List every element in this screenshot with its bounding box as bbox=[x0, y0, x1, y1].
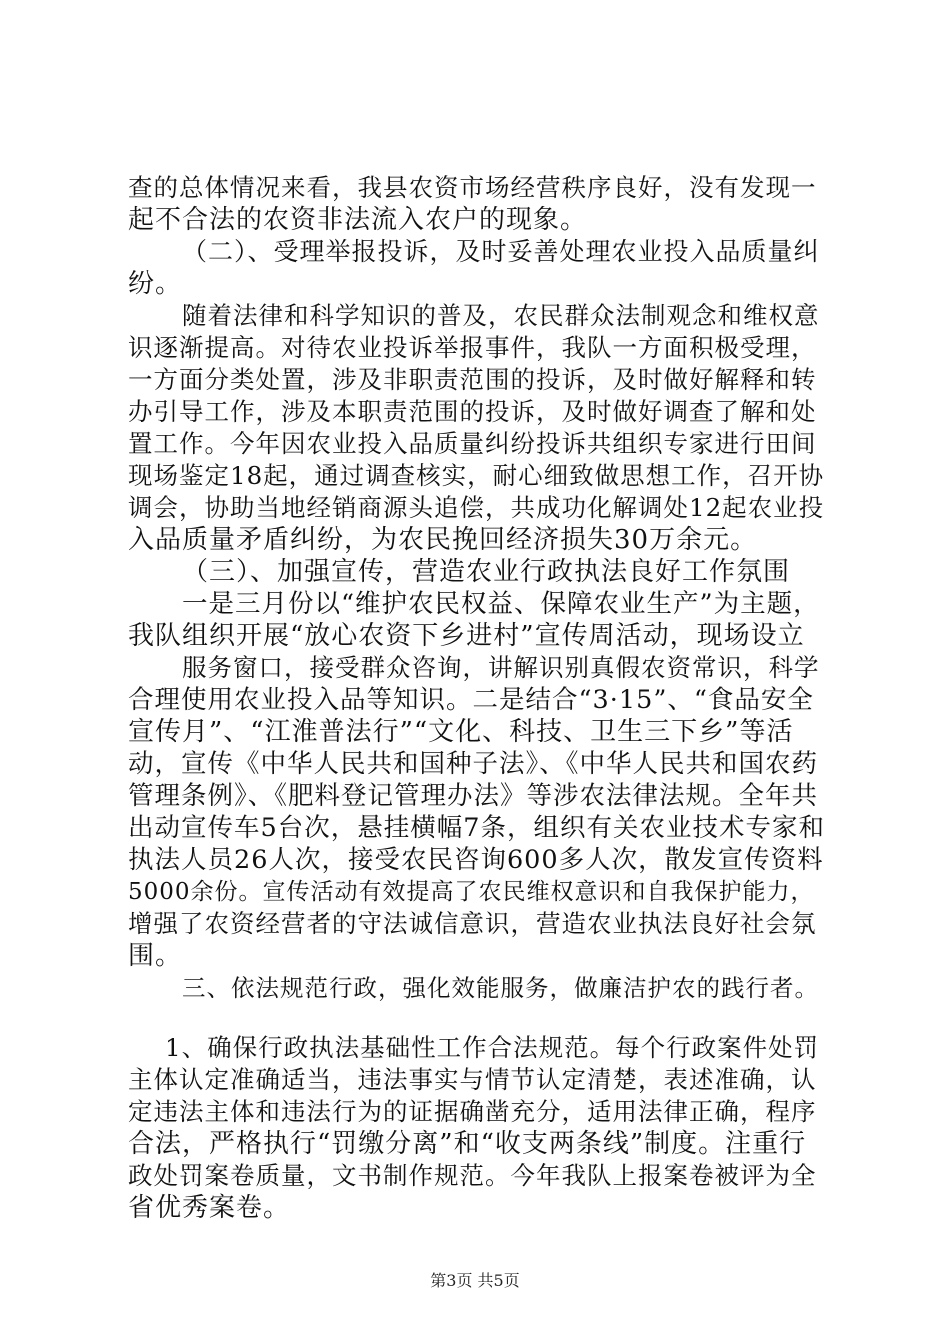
section-heading: 三、依法规范行政，强化效能服务，做廉洁护农的践行者。 bbox=[182, 974, 819, 1002]
text-line: 增强了农资经营者的守法诚信意识，营造农业执法良好社会氛 bbox=[128, 909, 817, 938]
text-line: 入品质量矛盾纠纷，为农民挽回经济损失30万余元。 bbox=[128, 525, 758, 555]
text-line: 合理使用农业投入品等知识。二是结合“3·15”、“食品安全 bbox=[128, 685, 814, 715]
text-line: 5000余份。宣传活动有效提高了农民维权意识和自我保护能力， bbox=[128, 879, 815, 905]
text-line: 识逐渐提高。对待农业投诉举报事件，我队一方面积极受理， bbox=[128, 333, 817, 362]
text-line: 办引导工作，涉及本职责范围的投诉，及时做好调查了解和处 bbox=[128, 397, 817, 426]
text-line: 起不合法的农资非法流入农户的现象。 bbox=[128, 205, 588, 235]
paragraph-start: 一是三月份以“维护农民权益、保障农业生产”为主题， bbox=[182, 589, 820, 619]
text-line: 置工作。今年因农业投入品质量纠纷投诉共组织专家进行田间 bbox=[128, 429, 817, 458]
paragraph-start: 随着法律和科学知识的普及，农民群众法制观念和维权意 bbox=[182, 301, 820, 330]
text-line: 围。 bbox=[128, 941, 183, 971]
text-line: 动，宣传《中华人民共和国种子法》、《中华人民共和国农药 bbox=[128, 749, 819, 779]
text-line: 调会，协助当地经销商源头追偿，共成功化解调处12起农业投 bbox=[128, 493, 825, 522]
section-heading: （三）、加强宣传，营造农业行政执法良好工作氛围 bbox=[182, 557, 791, 587]
text-line: 合法，严格执行“罚缴分离”和“收支两条线”制度。注重行 bbox=[128, 1129, 807, 1159]
text-line: 定违法主体和违法行为的证据确凿充分，适用法律正确，程序 bbox=[128, 1097, 817, 1126]
text-line: 纷。 bbox=[128, 269, 183, 299]
text-line: 现场鉴定18起，通过调查核实，耐心细致做思想工作，召开协 bbox=[128, 461, 825, 490]
text-line: 一方面分类处置，涉及非职责范围的投诉，及时做好解释和转 bbox=[128, 365, 817, 394]
text-line: 查的总体情况来看，我县农资市场经营秩序良好，没有发现一 bbox=[128, 173, 817, 202]
text-line: 执法人员26人次，接受农民咨询600多人次，散发宣传资料 bbox=[128, 845, 824, 875]
paragraph-start: 服务窗口，接受群众咨询，讲解识别真假农资常识，科学 bbox=[182, 653, 820, 682]
section-heading: （二）、受理举报投诉，及时妥善处理农业投入品质量纠 bbox=[182, 237, 820, 266]
text-line: 管理条例》、《肥料登记管理办法》等涉农法律法规。全年共 bbox=[128, 781, 819, 811]
text-line: 政处罚案卷质量，文书制作规范。今年我队上报案卷被评为全 bbox=[128, 1161, 817, 1190]
text-line: 主体认定准确适当，违法事实与情节认定清楚，表述准确，认 bbox=[128, 1065, 817, 1094]
text-line: 宣传月”、“江淮普法行”“文化、科技、卫生三下乡”等活 bbox=[128, 717, 794, 747]
numbered-item: 1、确保行政执法基础性工作合法规范。每个行政案件处罚 bbox=[165, 1033, 820, 1062]
text-line: 出动宣传车5台次，悬挂横幅7条，组织有关农业技术专家和 bbox=[128, 813, 825, 843]
text-line: 省优秀案卷。 bbox=[128, 1193, 291, 1223]
page-number-footer: 第3页 共5页 bbox=[430, 1271, 520, 1290]
text-line: 我队组织开展“放心农资下乡进村”宣传周活动，现场设立 bbox=[128, 621, 805, 651]
